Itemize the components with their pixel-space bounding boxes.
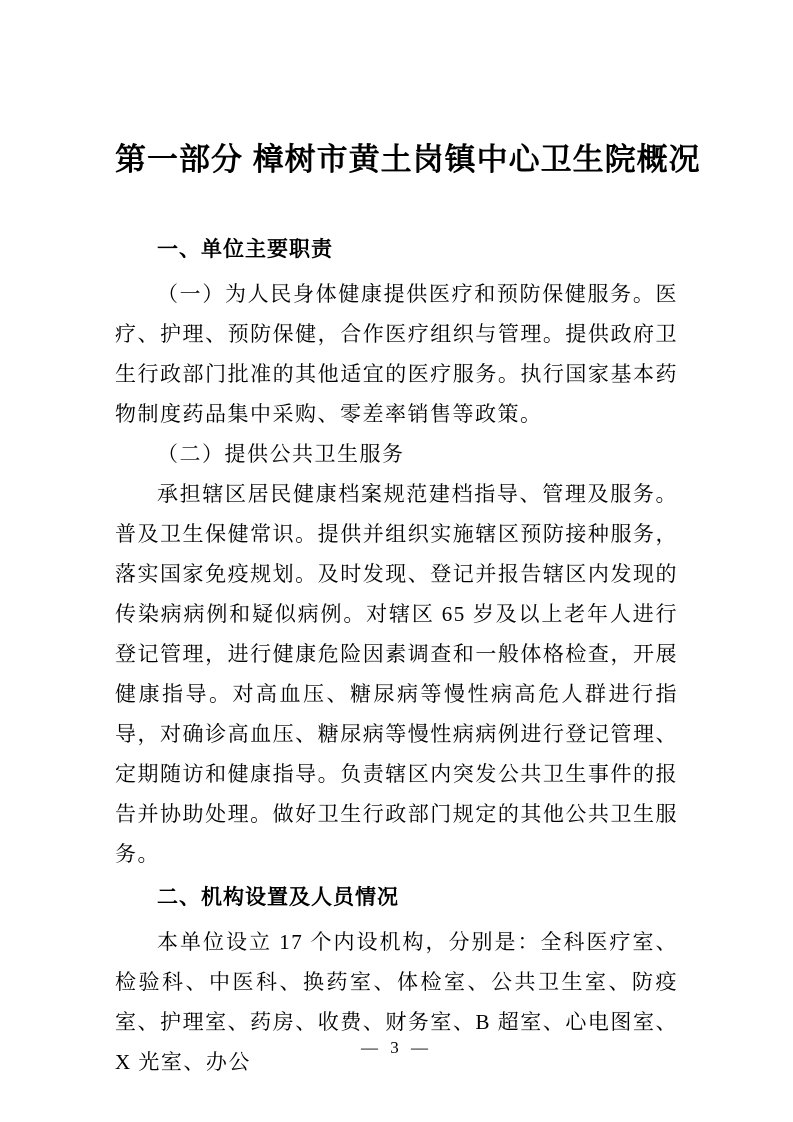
section-heading-org-staff: 二、机构设置及人员情况 <box>157 886 399 909</box>
paragraph-public-health-detail: 承担辖区居民健康档案规范建档指导、管理及服务。普及卫生保健常识。提供并组织实施辖区预防接种服务，落实国家免疫规划。及时发现、登记并报告辖区内发现的传染病病例和疑似病例。对辖区 65 岁及以上老年人进行登记管理，进行健康危险因素调查和一般体格检查，开展健康指导。对高血压、糖尿病等慢性病高危人群进行指导，对确诊高血压、糖尿病等慢性病病例进行登记管理、定期随访和健康指导。负责辖区内突发公共卫生事件的报告并协助处理。做好卫生行政部门规定的其他公共卫生服务。 <box>115 482 678 866</box>
section-heading-unit-duties: 一、单位主要职责 <box>157 238 333 261</box>
paragraph-public-health-subhead: （二）提供公共卫生服务 <box>157 442 405 466</box>
document-title: 第一部分 樟树市黄土岗镇中心卫生院概况 <box>115 142 701 177</box>
paragraph-internal-departments: 本单位设立 17 个内设机构，分别是：全科医疗室、检验科、中医科、换药室、体检室、公共卫生室、防疫室、护理室、药房、收费、财务室、B 超室、心电图室、X 光室、办公 <box>115 930 678 1074</box>
paragraph-medical-services: （一）为人民身体健康提供医疗和预防保健服务。医疗、护理、预防保健，合作医疗组织与管理。提供政府卫生行政部门批准的其他适宜的医疗服务。执行国家基本药物制度药品集中采购、零差率销售等政策。 <box>115 282 678 426</box>
page-number: — 3 — <box>361 1038 432 1057</box>
document-body <box>115 230 678 1082</box>
